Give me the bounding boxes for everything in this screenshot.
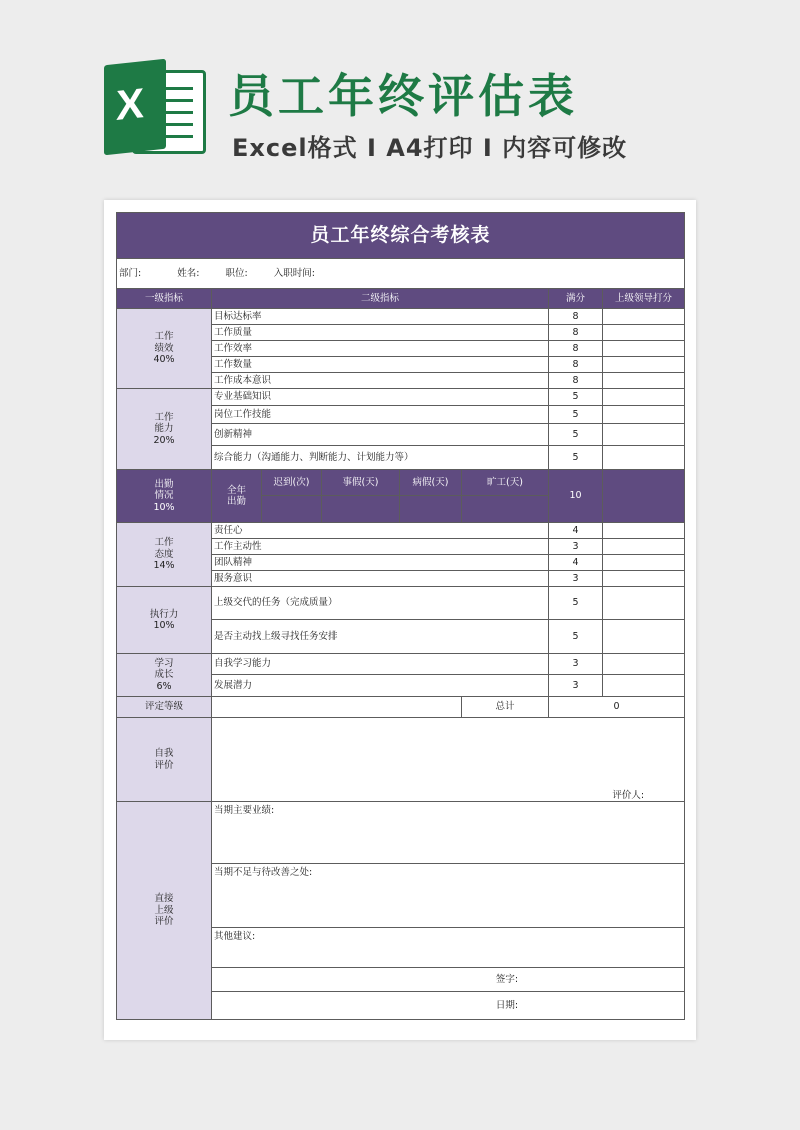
col-leader-score: 上级领导打分 bbox=[603, 289, 685, 309]
item-name: 责任心 bbox=[212, 523, 549, 539]
item-name: 工作主动性 bbox=[212, 539, 549, 555]
personal-leave-input[interactable] bbox=[322, 496, 400, 523]
supervisor-eval-label: 直接 上级 评价 bbox=[117, 802, 212, 1020]
leader-score-cell[interactable] bbox=[603, 373, 685, 389]
supervisor-other-label: 其他建议: bbox=[214, 931, 256, 942]
item-name: 工作效率 bbox=[212, 341, 549, 357]
item-name: 是否主动找上级寻找任务安排 bbox=[212, 620, 549, 654]
name-label: 姓名: bbox=[177, 267, 200, 279]
supervisor-improve-label: 当期不足与待改善之处: bbox=[214, 867, 313, 878]
supervisor-other-area[interactable] bbox=[212, 928, 685, 968]
item-score: 8 bbox=[549, 373, 603, 389]
item-score: 8 bbox=[549, 309, 603, 325]
col-level2: 二级指标 bbox=[212, 289, 549, 309]
item-score: 5 bbox=[549, 620, 603, 654]
item-name: 专业基础知识 bbox=[212, 389, 549, 406]
item-score: 5 bbox=[549, 446, 603, 470]
date-label: 日期: bbox=[495, 999, 519, 1011]
leader-score-cell[interactable] bbox=[603, 555, 685, 571]
leader-score-cell[interactable] bbox=[603, 523, 685, 539]
category-growth: 学习 成长 6% bbox=[117, 654, 212, 697]
supervisor-improve-area[interactable] bbox=[212, 864, 685, 928]
position-label: 职位: bbox=[225, 267, 248, 279]
col-level1: 一级指标 bbox=[117, 289, 212, 309]
info-row bbox=[117, 259, 685, 289]
item-name: 工作成本意识 bbox=[212, 373, 549, 389]
self-eval-label: 自我 评价 bbox=[117, 718, 212, 802]
leader-score-cell[interactable] bbox=[603, 620, 685, 654]
item-score: 4 bbox=[549, 555, 603, 571]
col-full-score: 满分 bbox=[549, 289, 603, 309]
evaluation-table bbox=[116, 212, 685, 1020]
leader-score-cell[interactable] bbox=[603, 470, 685, 523]
total-value: 0 bbox=[549, 697, 685, 718]
leader-score-cell[interactable] bbox=[603, 325, 685, 341]
item-name: 工作质量 bbox=[212, 325, 549, 341]
signature-label: 签字: bbox=[495, 973, 519, 985]
page-subtitle: Excel格式 I A4打印 I 内容可修改 bbox=[232, 134, 628, 162]
rating-label: 评定等级 bbox=[117, 697, 212, 718]
item-score: 8 bbox=[549, 357, 603, 373]
item-name: 创新精神 bbox=[212, 424, 549, 446]
item-name: 综合能力（沟通能力、判断能力、计划能力等） bbox=[212, 446, 549, 470]
item-name: 发展潜力 bbox=[212, 675, 549, 697]
attendance-late: 迟到(次) bbox=[262, 470, 322, 496]
item-name: 目标达标率 bbox=[212, 309, 549, 325]
leader-score-cell[interactable] bbox=[603, 389, 685, 406]
item-score: 5 bbox=[549, 587, 603, 620]
join-date-label: 入职时间: bbox=[273, 267, 315, 279]
category-execution: 执行力 10% bbox=[117, 587, 212, 654]
category-ability: 工作 能力 20% bbox=[117, 389, 212, 470]
date-area[interactable] bbox=[212, 992, 685, 1020]
item-name: 自我学习能力 bbox=[212, 654, 549, 675]
leader-score-cell[interactable] bbox=[603, 341, 685, 357]
item-score: 8 bbox=[549, 341, 603, 357]
leader-score-cell[interactable] bbox=[603, 357, 685, 373]
attendance-full-year: 全年 出勤 bbox=[212, 470, 262, 523]
absent-input[interactable] bbox=[462, 496, 549, 523]
item-name: 工作数量 bbox=[212, 357, 549, 373]
leader-score-cell[interactable] bbox=[603, 539, 685, 555]
category-attitude: 工作 态度 14% bbox=[117, 523, 212, 587]
header-banner bbox=[0, 0, 800, 190]
item-score: 5 bbox=[549, 389, 603, 406]
supervisor-performance-area[interactable] bbox=[212, 802, 685, 864]
sick-leave-input[interactable] bbox=[400, 496, 462, 523]
attendance-personal-leave: 事假(天) bbox=[322, 470, 400, 496]
dept-label: 部门: bbox=[119, 267, 142, 279]
leader-score-cell[interactable] bbox=[603, 406, 685, 424]
late-input[interactable] bbox=[262, 496, 322, 523]
evaluator-label: 评价人: bbox=[612, 789, 645, 801]
page-title: 员工年终评估表 bbox=[228, 69, 578, 123]
attendance-sick-leave: 病假(天) bbox=[400, 470, 462, 496]
leader-score-cell[interactable] bbox=[603, 424, 685, 446]
item-name: 服务意识 bbox=[212, 571, 549, 587]
total-label: 总计 bbox=[462, 697, 549, 718]
category-attendance: 出勤 情况 10% bbox=[117, 470, 212, 523]
item-name: 岗位工作技能 bbox=[212, 406, 549, 424]
item-name: 团队精神 bbox=[212, 555, 549, 571]
category-performance: 工作 绩效 40% bbox=[117, 309, 212, 389]
leader-score-cell[interactable] bbox=[603, 654, 685, 675]
self-eval-area[interactable] bbox=[212, 718, 685, 802]
attendance-score: 10 bbox=[549, 470, 603, 523]
leader-score-cell[interactable] bbox=[603, 309, 685, 325]
item-score: 8 bbox=[549, 325, 603, 341]
rating-input[interactable] bbox=[212, 697, 462, 718]
item-score: 3 bbox=[549, 571, 603, 587]
supervisor-performance-label: 当期主要业绩: bbox=[214, 805, 275, 816]
item-score: 3 bbox=[549, 539, 603, 555]
excel-logo-icon: X bbox=[104, 62, 202, 152]
sheet-title: 员工年终综合考核表 bbox=[117, 213, 685, 259]
leader-score-cell[interactable] bbox=[603, 571, 685, 587]
item-score: 5 bbox=[549, 406, 603, 424]
leader-score-cell[interactable] bbox=[603, 446, 685, 470]
document-sheet bbox=[104, 200, 696, 1040]
attendance-absent: 旷工(天) bbox=[462, 470, 549, 496]
item-score: 3 bbox=[549, 675, 603, 697]
leader-score-cell[interactable] bbox=[603, 587, 685, 620]
item-score: 3 bbox=[549, 654, 603, 675]
item-score: 4 bbox=[549, 523, 603, 539]
leader-score-cell[interactable] bbox=[603, 675, 685, 697]
item-name: 上级交代的任务（完成质量） bbox=[212, 587, 549, 620]
signature-area[interactable] bbox=[212, 968, 685, 992]
item-score: 5 bbox=[549, 424, 603, 446]
